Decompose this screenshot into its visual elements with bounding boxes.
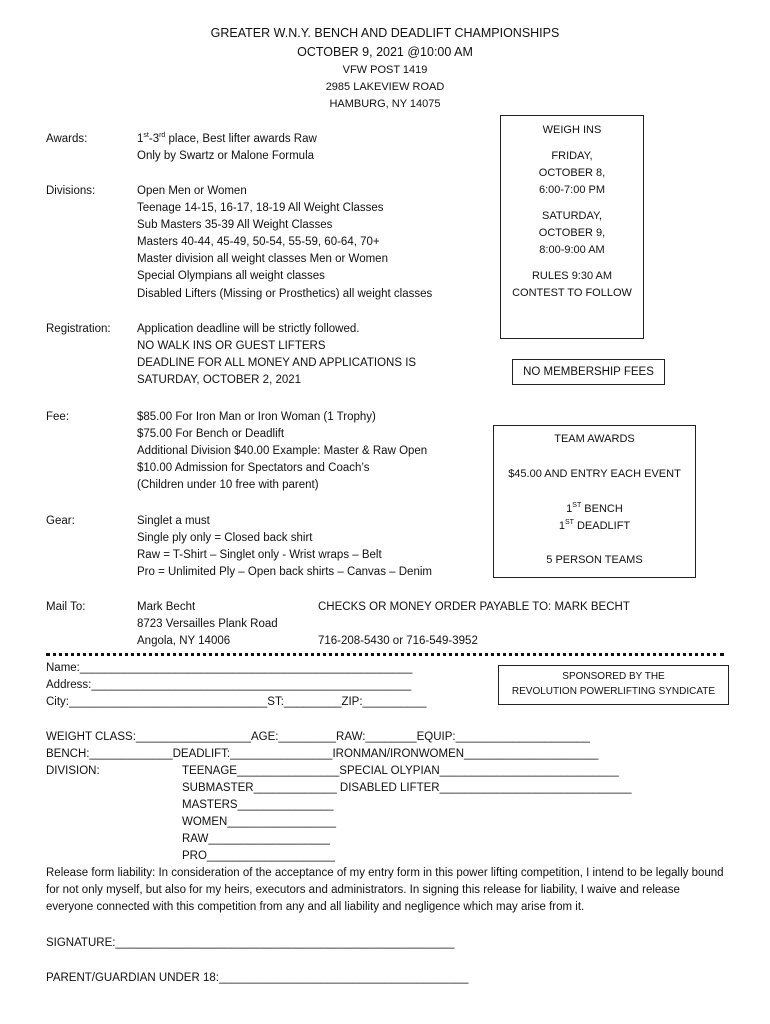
awards-line-2: Only by Swartz or Malone Formula	[137, 150, 315, 163]
weigh-ins-saturday-date: OCTOBER 9,	[538, 227, 606, 239]
mail-name: Mark Becht	[137, 601, 196, 613]
team-awards-box	[493, 425, 696, 578]
weight-class-row[interactable]: WEIGHT CLASS:__________________AGE:_________RAW:________EQUIP:_____________________	[46, 731, 590, 743]
weigh-ins-saturday-time: 8:00-9:00 AM	[539, 244, 605, 256]
fee-item: $10.00 Admission for Spectators and Coach’s	[137, 462, 370, 475]
rules-time: RULES 9:30 AM	[531, 270, 613, 282]
checks-payable: CHECKS OR MONEY ORDER PAYABLE TO: MARK BECHT	[318, 601, 630, 613]
registration-item: Application deadline will be strictly followed.	[137, 323, 360, 335]
mail-street: 8723 Versailles Plank Road	[137, 618, 278, 631]
no-membership-fees-text: NO MEMBERSHIP FEES	[523, 366, 654, 378]
weigh-ins-box	[500, 115, 644, 339]
masters-field[interactable]: MASTERS_______________	[182, 799, 334, 811]
division-item: Special Olympians all weight classes	[137, 270, 325, 283]
division-item: Teenage 14-15, 16-17, 18-19 All Weight Classes	[137, 202, 384, 215]
gear-item: Single ply only = Closed back shirt	[137, 532, 313, 545]
mail-label: Mail To:	[46, 601, 86, 613]
event-date: OCTOBER 9, 2021 @10:00 AM	[297, 45, 473, 59]
weigh-ins-title: WEIGH INS	[542, 124, 602, 136]
sponsor-line-1: SPONSORED BY THE	[562, 671, 665, 682]
team-awards-price: $45.00 AND ENTRY EACH EVENT	[508, 468, 681, 480]
division-item: Disabled Lifters (Missing or Prosthetics) all weight classes	[137, 287, 433, 300]
division-label: DIVISION:	[46, 765, 100, 777]
division-item: Masters 40-44, 45-49, 50-54, 55-59, 60-64, 70+	[137, 236, 380, 249]
event-venue: VFW POST 1419	[342, 64, 428, 76]
divisions-label: Divisions:	[46, 185, 96, 197]
address-field[interactable]: Address:__________________________________________________	[46, 679, 412, 691]
awards-text	[137, 131, 317, 165]
gear-list	[137, 513, 432, 581]
team-award-bench: 1ST BENCH	[566, 502, 623, 515]
fee-item: Additional Division $40.00 Example: Master & Raw Open	[137, 445, 428, 458]
sponsor-line-2: REVOLUTION POWERLIFTING SYNDICATE	[511, 686, 716, 697]
team-awards-title: TEAM AWARDS	[554, 433, 635, 445]
registration-label: Registration:	[46, 323, 111, 335]
registration-item: SATURDAY, OCTOBER 2, 2021	[137, 374, 302, 387]
event-title: GREATER W.N.Y. BENCH AND DEADLIFT CHAMPIONSHIPS	[210, 26, 560, 40]
weigh-ins-friday-time: 6:00-7:00 PM	[538, 184, 606, 196]
team-size: 5 PERSON TEAMS	[546, 554, 643, 566]
fee-label: Fee:	[46, 411, 70, 423]
divisions-list	[137, 183, 432, 303]
event-street: 2985 LAKEVIEW ROAD	[325, 81, 445, 93]
weigh-ins-saturday: SATURDAY,	[542, 210, 602, 222]
registration-item: NO WALK INS OR GUEST LIFTERS	[137, 340, 326, 353]
contest-follow: CONTEST TO FOLLOW	[512, 287, 632, 299]
name-field[interactable]: Name:____________________________________________________	[46, 662, 413, 674]
gear-item: Raw = T-Shirt – Singlet only - Wrist wraps – Belt	[137, 549, 382, 562]
teenage-special-row[interactable]: TEENAGE________________SPECIAL OLYPIAN____________________________	[182, 765, 619, 777]
fee-item: (Children under 10 free with parent)	[137, 479, 319, 492]
release-liability-text: Release form liability: In consideration of the acceptance of my entry form in this power lifting competition, I intend to be legally bound for not only myself, but also for my heirs, executors and administrators. In signing this release for liability, I waive and release everyone connected with this competition from any and all liability and negligence which may arise from it.	[46, 867, 724, 914]
no-membership-fees-box	[512, 359, 665, 385]
raw-field[interactable]: RAW___________________	[182, 833, 330, 845]
team-award-deadlift: 1ST DEADLIFT	[558, 519, 631, 532]
division-item: Open Men or Women	[137, 185, 247, 197]
fee-item: $75.00 For Bench or Deadlift	[137, 428, 285, 441]
gear-item: Pro = Unlimited Ply – Open back shirts – Canvas – Denim	[137, 566, 432, 579]
gear-item: Singlet a must	[137, 515, 210, 527]
fee-item: $85.00 For Iron Man or Iron Woman (1 Trophy)	[137, 411, 376, 423]
pro-field[interactable]: PRO____________________	[182, 850, 335, 862]
city-state-zip-field[interactable]: City:_______________________________ST:_________ZIP:__________	[46, 696, 427, 708]
mail-address	[137, 599, 278, 650]
fee-list	[137, 409, 427, 494]
sponsor-box	[498, 665, 729, 705]
weigh-ins-friday-date: OCTOBER 8,	[538, 167, 606, 179]
women-field[interactable]: WOMEN_________________	[182, 816, 337, 828]
submaster-disabled-row[interactable]: SUBMASTER_____________ DISABLED LIFTER______________________________	[182, 782, 632, 794]
signature-field[interactable]: SIGNATURE:_____________________________________________________	[46, 937, 455, 949]
registration-item: DEADLINE FOR ALL MONEY AND APPLICATIONS IS	[137, 357, 417, 370]
registration-list	[137, 321, 416, 389]
parent-guardian-field[interactable]: PARENT/GUARDIAN UNDER 18:_______________________________________	[46, 972, 469, 984]
division-item: Sub Masters 35-39 All Weight Classes	[137, 219, 333, 232]
weigh-ins-friday: FRIDAY,	[551, 150, 593, 162]
phone-numbers: 716-208-5430 or 716-549-3952	[318, 635, 478, 647]
cut-line	[46, 653, 724, 659]
awards-line-1: 1st-3rd place, Best lifter awards Raw	[137, 132, 317, 145]
bench-deadlift-row[interactable]: BENCH:_____________DEADLIFT:________________IRONMAN/IRONWOMEN_____________________	[46, 748, 599, 760]
event-city: HAMBURG, NY 14075	[329, 98, 441, 110]
mail-city: Angola, NY 14006	[137, 635, 231, 648]
gear-label: Gear:	[46, 515, 75, 527]
awards-label: Awards:	[46, 133, 88, 145]
division-item: Master division all weight classes Men or Women	[137, 253, 388, 266]
